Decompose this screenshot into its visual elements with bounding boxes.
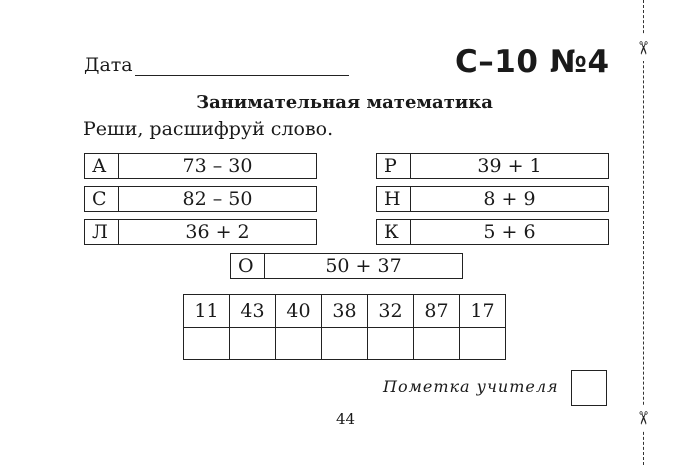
decode-table: [183, 294, 506, 360]
equation-letter: Л: [85, 220, 119, 244]
decode-number-cell: 38: [322, 295, 368, 328]
teacher-mark-box[interactable]: [571, 370, 607, 406]
equation-expression: 36 + 2: [185, 221, 250, 243]
equation-letter: С: [85, 187, 119, 211]
worksheet-code: С–10 №4: [455, 44, 610, 80]
decode-number-cell: 43: [230, 295, 276, 328]
equation-expression: 50 + 37: [325, 255, 402, 277]
decode-numbers-row: [184, 295, 506, 328]
equation-expression: 39 + 1: [477, 155, 542, 177]
equation-box: [230, 253, 463, 279]
equation-expression: 82 – 50: [182, 188, 253, 210]
date-input-line[interactable]: [135, 55, 349, 76]
answer-letter-cell[interactable]: [276, 328, 322, 360]
equation-letter: О: [231, 254, 265, 278]
equation-letter: Р: [377, 154, 411, 178]
decode-number-cell: 17: [460, 295, 506, 328]
task-instruction: Реши, расшифруй слово.: [83, 118, 334, 140]
date-field: [84, 54, 349, 76]
page-number: 44: [336, 410, 356, 428]
equation-letter: К: [377, 220, 411, 244]
equation-expression: 5 + 6: [483, 221, 536, 243]
answer-letter-cell[interactable]: [414, 328, 460, 360]
equation-box: [376, 186, 609, 212]
date-label: Дата: [84, 54, 133, 76]
page-title-text: Занимательная математика: [196, 92, 493, 113]
equation-box: [84, 186, 317, 212]
equation-box: [84, 153, 317, 179]
answer-letter-cell[interactable]: [460, 328, 506, 360]
teacher-mark-label: Пометка учителя: [383, 377, 559, 396]
answer-letter-cell[interactable]: [230, 328, 276, 360]
cut-line: [643, 0, 644, 465]
equation-expression: 8 + 9: [483, 188, 536, 210]
page-title: [0, 92, 699, 113]
equation-box: [376, 153, 609, 179]
answer-letter-cell[interactable]: [368, 328, 414, 360]
scissors-icon: ✂: [632, 405, 652, 431]
equation-box: [84, 219, 317, 245]
decode-number-cell: 40: [276, 295, 322, 328]
answer-row: [184, 328, 506, 360]
answer-letter-cell[interactable]: [184, 328, 230, 360]
decode-number-cell: 32: [368, 295, 414, 328]
decode-number-cell: 11: [184, 295, 230, 328]
equation-box: [376, 219, 609, 245]
equation-letter: А: [85, 154, 119, 178]
scissors-icon: ✂: [632, 35, 652, 61]
answer-letter-cell[interactable]: [322, 328, 368, 360]
equation-letter: Н: [377, 187, 411, 211]
equation-expression: 73 – 30: [182, 155, 253, 177]
decode-number-cell: 87: [414, 295, 460, 328]
